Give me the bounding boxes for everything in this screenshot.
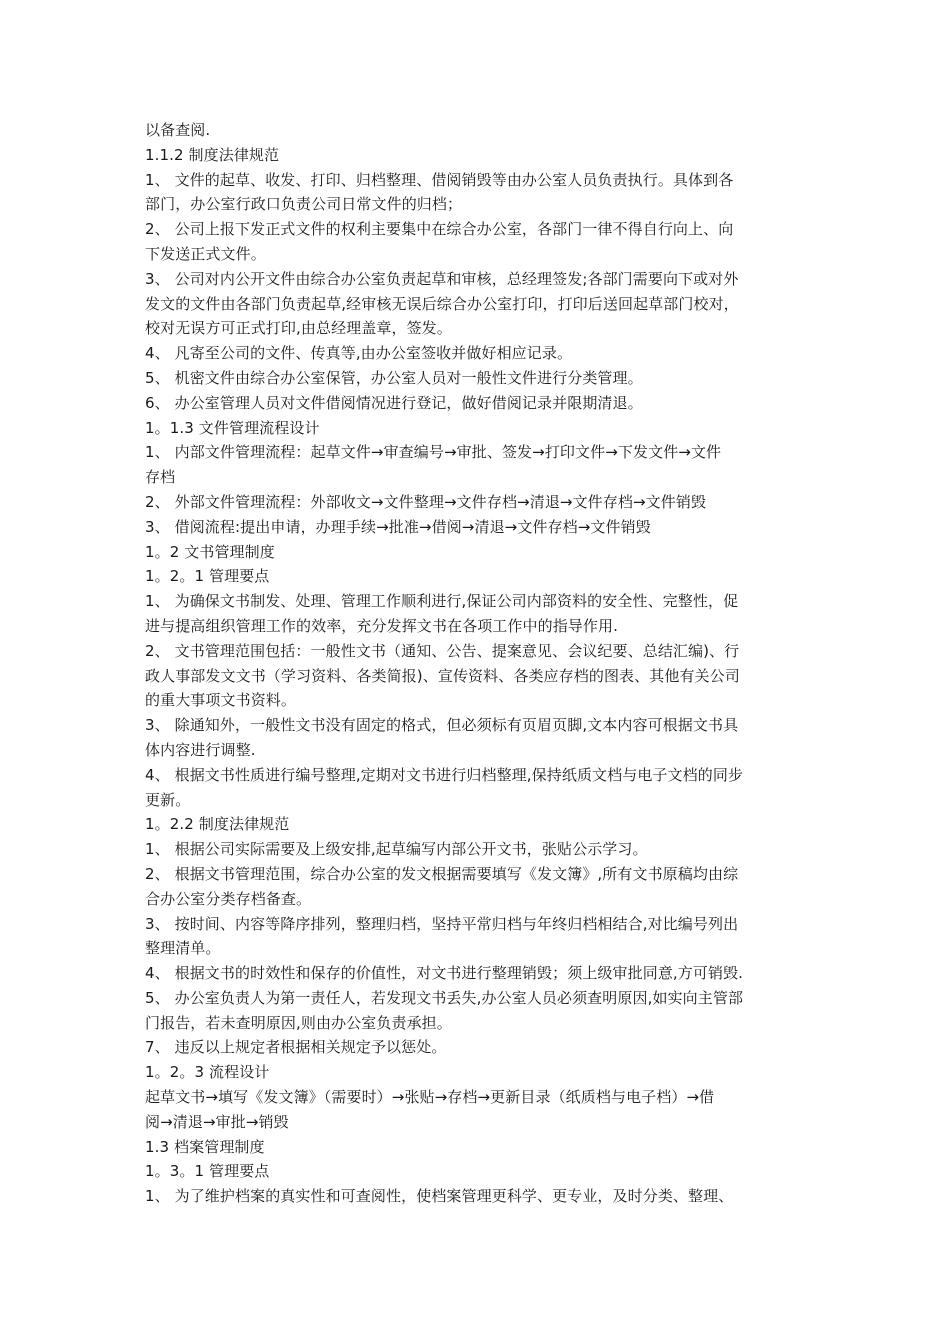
text-line: 存档: [145, 468, 176, 487]
section-heading: 1。2.2 制度法律规范: [145, 815, 290, 834]
text-line: 体内容进行调整.: [145, 740, 256, 759]
text-line: 1、 文件的起草、收发、打印、归档整理、借阅销毁等由办公室人员负责执行。具体到各: [145, 170, 734, 189]
text-line: 1、 为确保文书制发、处理、管理工作顺利进行,保证公司内部资料的安全性、完整性，促: [145, 592, 739, 611]
text-line: 3、 借阅流程:提出申请，办理手续→批准→借阅→清退→文件存档→文件销毁: [145, 517, 651, 536]
text-line: 以备查阅.: [145, 121, 211, 139]
text-line: 1、 内部文件管理流程：起草文件→审查编号→审批、签发→打印文件→下发文件→文件: [145, 443, 722, 462]
section-heading: 1。2。3 流程设计: [145, 1063, 270, 1082]
text-line: 2、 外部文件管理流程：外部收文→文件整理→文件存档→清退→文件存档→文件销毁: [145, 492, 707, 511]
text-line: 2、 文书管理范围包括：一般性文书（通知、公告、提案意见、会议纪要、总结汇编)、行: [145, 641, 740, 660]
text-line: 更新。: [145, 790, 191, 809]
text-line: 1、 根据公司实际需要及上级安排,起草编写内部公开文书，张贴公示学习。: [145, 840, 648, 859]
section-heading: 1。2。1 管理要点: [145, 567, 270, 586]
text-line: 6、 办公室管理人员对文件借阅情况进行登记，做好借阅记录并限期清退。: [145, 393, 643, 412]
section-heading: 1。2 文书管理制度: [145, 542, 275, 561]
text-line: 合办公室分类存档备查。: [145, 889, 312, 908]
text-line: 整理清单。: [145, 939, 221, 958]
text-line: 1、 为了维护档案的真实性和可查阅性，使档案管理更科学、更专业，及时分类、整理、: [145, 1187, 734, 1206]
text-line: 下发送正式文件。: [145, 244, 266, 263]
text-line: 3、 按时间、内容等降序排列，整理归档，坚持平常归档与年终归档相结合,对比编号列出: [145, 914, 739, 933]
text-line: 进与提高组织管理工作的效率，充分发挥文书在各项工作中的指导作用.: [145, 616, 618, 635]
text-line: 5、 机密文件由综合办公室保管，办公室人员对一般性文件进行分类管理。: [145, 368, 643, 387]
text-line: 校对无误方可正式打印,由总经理盖章，签发。: [145, 319, 452, 338]
text-line: 政人事部发文文书（学习资料、各类简报)、宣传资料、各类应存档的图表、其他有关公司: [145, 666, 740, 685]
text-line: 门报告，若未查明原因,则由办公室负责承担。: [145, 1013, 452, 1032]
text-line: 4、 凡寄至公司的文件、传真等,由办公室签收并做好相应记录。: [145, 344, 573, 363]
text-line: 起草文书→填写《发文簿》（需要时）→张贴→存档→更新目录（纸质档与电子档）→借: [145, 1088, 715, 1107]
text-line: 部门，办公室行政口负责公司日常文件的归档；: [145, 195, 463, 214]
text-line: 2、 公司上报下发正式文件的权利主要集中在综合办公室，各部门一律不得自行向上、向: [145, 220, 734, 239]
text-line: 3、 除通知外，一般性文书没有固定的格式，但必须标有页眉页脚,文本内容可根据文书具: [145, 716, 739, 735]
text-line: 3、 公司对内公开文件由综合办公室负责起草和审核，总经理签发;各部门需要向下或对外: [145, 269, 739, 288]
section-heading: 1。1.3 文件管理流程设计: [145, 418, 320, 437]
document-page: [145, 118, 810, 1209]
text-line: 5、 办公室负责人为第一责任人，若发现文书丢失,办公室人员必须查明原因,如实向主管部: [145, 988, 744, 1007]
text-line: 4、 根据文书性质进行编号整理,定期对文书进行归档整理,保持纸质文档与电子文档的同步: [145, 765, 744, 784]
text-line: 发文的文件由各部门负责起草,经审核无误后综合办公室打印，打印后送回起草部门校对，: [145, 294, 739, 313]
section-heading: 1.1.2 制度法律规范: [145, 145, 280, 164]
text-line: 的重大事项文书资料。: [145, 691, 297, 710]
text-line: 7、 违反以上规定者根据相关规定予以惩处。: [145, 1038, 447, 1057]
text-line: 阅→清退→审批→销毁: [145, 1112, 289, 1131]
text-line: 4、 根据文书的时效性和保存的价值性，对文书进行整理销毁；须上级审批同意,方可销毁.: [145, 964, 744, 983]
text-line: 2、 根据文书管理范围，综合办公室的发文根据需要填写《发文簿》,所有文书原稿均由综: [145, 864, 739, 883]
section-heading: 1.3 档案管理制度: [145, 1137, 265, 1156]
section-heading: 1。3。1 管理要点: [145, 1162, 270, 1181]
